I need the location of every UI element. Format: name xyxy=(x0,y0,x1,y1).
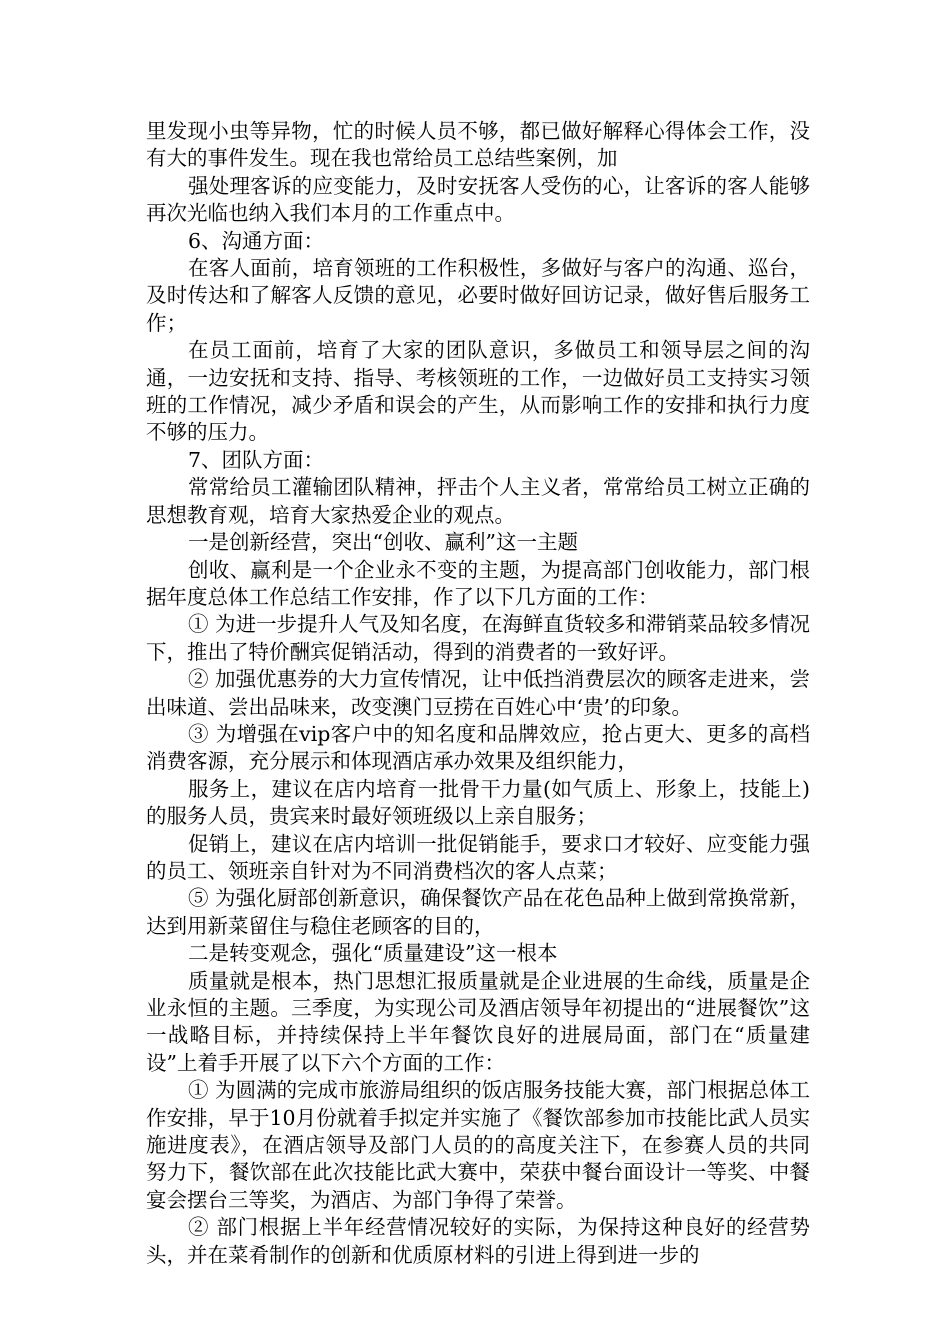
paragraph: 在客人面前，培育领班的工作积极性，多做好与客户的沟通、巡台，及时传达和了解客人反馈的意见，必要时做好回访记录，做好售后服务工作； xyxy=(146,256,810,335)
list-item: ② 加强优惠券的大力宣传情况，让中低挡消费层次的顾客走进来，尝出味道、尝出品味来，改变澳门豆捞在百姓心中‘贵’的印象。 xyxy=(146,667,810,719)
paragraph: 里发现小虫等异物，忙的时候人员不够，都已做好解释心得体会工作，没有大的事件发生。现在我也常给员工总结些案例，加 xyxy=(146,119,810,171)
paragraph: 促销上，建议在店内培训一批促销能手，要求口才较好、应变能力强的员工、领班亲自针对为不同消费档次的客人点菜； xyxy=(146,831,810,883)
paragraph: 质量就是根本，热门思想汇报质量就是企业进展的生命线，质量是企业永恒的主题。三季度，为实现公司及酒店领导年初提出的“进展餐饮”这一战略目标，并持续保持上半年餐饮良好的进展局面，部门在“质量建设”上着手开展了以下六个方面的工作： xyxy=(146,968,810,1075)
paragraph: 服务上，建议在店内培育一批骨干力量(如气质上、形象上，技能上)的服务人员，贵宾来时最好领班级以上亲自服务； xyxy=(146,776,810,829)
list-item: ① 为进一步提升人气及知名度，在海鲜直货较多和滞销菜品较多情况下，推出了特价酬宾促销活动，得到的消费者的一致好评。 xyxy=(146,612,810,664)
list-item: ② 部门根据上半年经营情况较好的实际，为保持这种良好的经营势头，并在菜肴制作的创新和优质原材料的引进上得到进一步的 xyxy=(146,1215,810,1267)
paragraph: 在员工面前，培育了大家的团队意识，多做员工和领导层之间的沟通，一边安抚和支持、指导、考核领班的工作，一边做好员工支持实习领班的工作情况，减少矛盾和误会的产生，从而影响工作的安排和执行力度不够的压力。 xyxy=(146,338,810,445)
section-heading: 7、团队方面： xyxy=(188,447,325,472)
paragraph: 常常给员工灌输团队精神，抨击个人主义者，常常给员工树立正确的思想教育观，培育大家热爱企业的观点。 xyxy=(146,475,810,527)
paragraph: 强处理客诉的应变能力，及时安抚客人受伤的心，让客诉的客人能够再次光临也纳入我们本月的工作重点中。 xyxy=(146,173,810,226)
document-body xyxy=(146,118,810,1269)
list-item: ⑤ 为强化厨部创新意识，确保餐饮产品在花色品种上做到常换常新，达到用新菜留住与稳住老顾客的目的， xyxy=(146,886,810,938)
section-heading: 6、沟通方面： xyxy=(188,228,325,253)
paragraph: 创收、赢利是一个企业永不变的主题，为提高部门创收能力，部门根据年度总体工作总结工作安排，作了以下几方面的工作： xyxy=(146,557,810,609)
section-heading: 二是转变观念，强化“质量建设”这一根本 xyxy=(188,941,558,966)
section-heading: 一是创新经营，突出“创收、赢利”这一主题 xyxy=(188,530,578,555)
list-item: ① 为圆满的完成市旅游局组织的饭店服务技能大赛，部门根据总体工作安排，早于10月份就着手拟定并实施了《餐饮部参加市技能比武人员实施进度表》，在酒店领导及部门人员的的高度关注下，在参赛人员的共同努力下，餐饮部在此次技能比武大赛中，荣获中餐台面设计一等奖、中餐宴会摆台三等奖，为酒店、为部门争得了荣誉。 xyxy=(146,1078,810,1212)
list-item: ③ 为增强在vip客户中的知名度和品牌效应，抢占更大、更多的高档消费客源，充分展示和体现酒店承办效果及组织能力， xyxy=(146,721,810,774)
